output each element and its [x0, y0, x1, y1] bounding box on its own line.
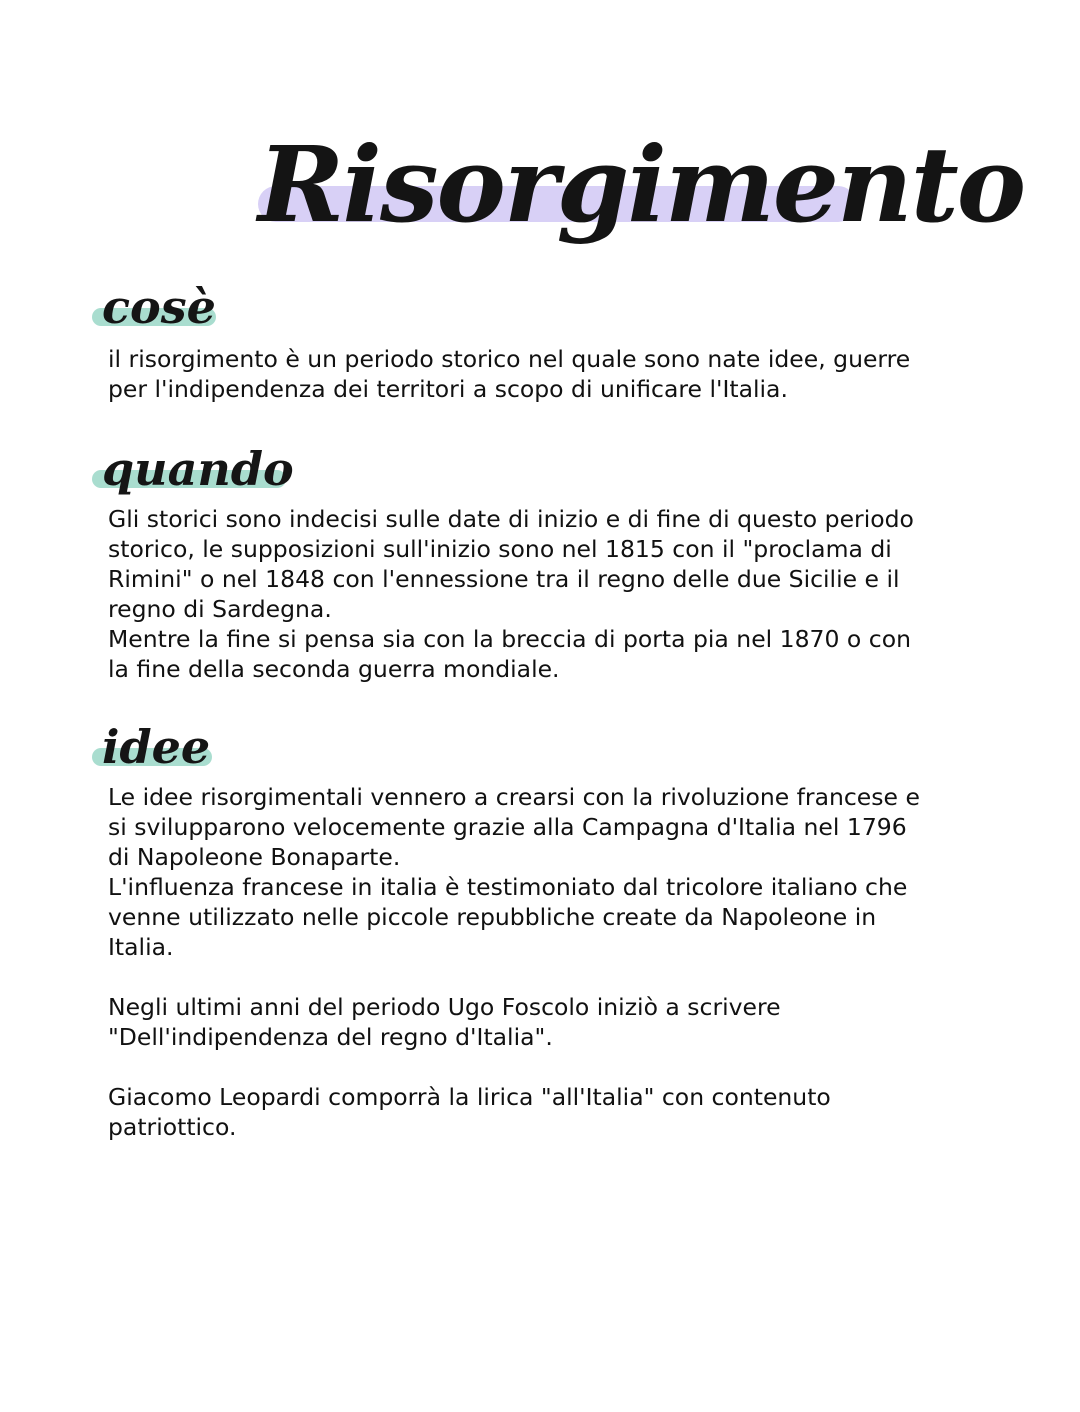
- section-paragraph: Gli storici sono indecisi sulle date di inizio e di fine di questo periodo storico, le supposizioni sull'inizio sono nel 1815 con il "proclama di Rimini" o nel 1848 con l'ennessione tra il regno delle due Sicilie e il regno di Sardegna. Mentre la fine si pensa sia con la breccia di porta pia nel 1870 o con la fine della seconda guerra mondiale.: [108, 505, 914, 683]
- section-paragraph: Giacomo Leopardi comporrà la lirica "all'Italia" con contenuto patriottico.: [108, 1083, 831, 1141]
- section-heading-label: cosè: [102, 280, 216, 334]
- section-paragraph: Negli ultimi anni del periodo Ugo Foscolo iniziò a scrivere "Dell'indipendenza del regno d'Italia".: [108, 993, 781, 1051]
- section-heading-label: idee: [102, 720, 211, 774]
- section-heading-label: quando: [102, 442, 294, 496]
- section-paragraph: Le idee risorgimentali vennero a crearsi con la rivoluzione francese e si svilupparono velocemente grazie alla Campagna d'Italia nel 1796 di Napoleone Bonaparte. L'influenza francese in italia è testimoniato dal tricolore italiano che venne utilizzato nelle piccole repubbliche create da Napoleone in Italia.: [108, 783, 920, 961]
- title-block: [258, 120, 1025, 270]
- section-paragraph: il risorgimento è un periodo storico nel quale sono nate idee, guerre per l'indipendenza dei territori a scopo di unificare l'Italia.: [108, 345, 911, 403]
- page-title: Risorgimento: [258, 123, 1025, 246]
